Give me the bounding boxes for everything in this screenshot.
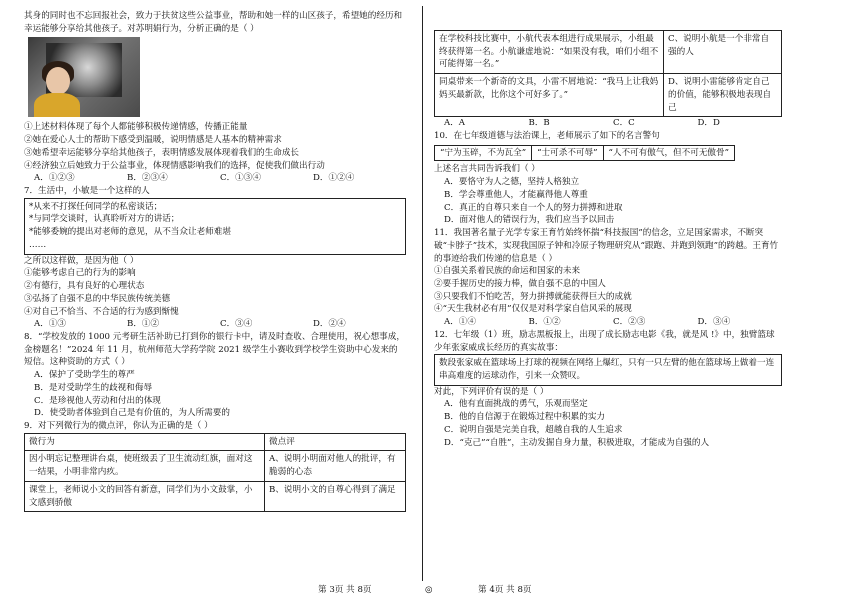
- q12-option-c: C．说明自强是完美自我，超越自我的人生追求: [444, 424, 623, 435]
- q11-stem: 11．我国著名量子光学专家王育竹始终怀揣“科技报国”的信念，立足国家需求，不断突破“卡脖子”技术，实现我国原子钟和冷原子物理研究从“跟跑、并跑到领跑”的跨越。王育竹的事迹给我们传递的信息是（ ）: [434, 228, 779, 264]
- table-cell-comment: C、说明小航是一个非常自强的人: [664, 31, 782, 74]
- right-column: [434, 30, 782, 449]
- q7-item-2: ②有德行，具有良好的心理状态: [24, 281, 145, 292]
- q6-options: [24, 172, 406, 185]
- q7-option-a: A．①③: [34, 319, 66, 330]
- q9-option-b: B．B: [528, 118, 550, 129]
- q7-reason: 之所以这样做，是因为他（ ）: [24, 255, 139, 266]
- q11-item-1: ①自强关系着民族的命运和国家的未来: [434, 266, 581, 277]
- table-cell-comment: A、说明小明面对他人的批评，有脆弱的心态: [265, 451, 406, 481]
- q9-option-a: A．A: [444, 118, 466, 129]
- q6-item-4: ④经济独立后她致力于公益事业，体现情感影响我们的选择，促使我们做出行动: [24, 160, 325, 171]
- q6-option-c: C．①③④: [220, 173, 261, 184]
- q10-stem: 10．在七年级道德与法治课上，老师展示了如下的名言警句: [434, 131, 660, 142]
- q7-option-c: C．③④: [220, 319, 253, 330]
- q11-item-3: ③只要我们不怕吃苦，努力拼搏就能获得巨大的成就: [434, 291, 632, 302]
- table-cell-behavior: 在学校科技比赛中，小航代表本组进行成果展示，小组最终获得第一名。小航谦虚地说：“如果没有我，咱们小组不可能得第一名。”: [435, 31, 664, 74]
- q9-options: [434, 117, 782, 130]
- table-row: [25, 451, 406, 481]
- table-header-row: [25, 433, 406, 451]
- q7-item-1: ①能够考虑自己的行为的影响: [24, 268, 136, 279]
- q10-option-b: B．学会尊重他人，才能赢得他人尊重: [444, 189, 588, 200]
- q6-item-1: ①上述材料体现了每个人都能够积极传递情感，传播正能量: [24, 122, 248, 133]
- q8-option-b: B．是对受助学生的歧视和侮辱: [34, 382, 153, 393]
- center-mark: ◎: [425, 585, 433, 595]
- table-cell-behavior: 课堂上，老师说小文的回答有新意，同学们为小文鼓掌，小文感到骄傲: [25, 481, 265, 511]
- table-cell-behavior: 因小明忘记整理讲台桌，使班级丢了卫生流动红旗，面对这一结果，小明非常内疚。: [25, 451, 265, 481]
- q7-options: [24, 318, 406, 331]
- q6-item-2: ②她在爱心人士的帮助下感受到温暖，说明情感是人基本的精神需求: [24, 135, 282, 146]
- q7-box: [24, 198, 406, 255]
- photo-woman: [28, 37, 140, 117]
- q12-box-text: 数段张家威在篮球场上打球的视频在网络上爆红，只有一只左臂的他在篮球场上做着一连串高难度的运球动作，引来一众赞叹。: [439, 358, 775, 381]
- q11-option-b: B．①②: [528, 317, 561, 328]
- q9-stem: 9．对下列微行为的微点评，你认为正确的是（ ）: [24, 420, 213, 431]
- q6-intro: 其身的同时也不忘回报社会，致力于扶贫这些公益事业，帮助和她一样的山区孩子，希望她的经历和幸运能够分享给其他孩子。对苏明娟行为，分析正确的是（ ）: [24, 11, 403, 34]
- q9-table-part1: [24, 433, 406, 513]
- table-cell-behavior: 同桌带来一个新奇的文具，小雷不屑地说：“我马上让我妈妈买最新款，比你这个可好多了。”: [435, 74, 664, 117]
- q9-table-part2: [434, 30, 782, 117]
- table-row: [435, 74, 782, 117]
- q8-option-d: D．使受助者体验到自己是有价值的，为人所需要的: [34, 408, 230, 419]
- table-cell-comment: D、说明小雷能够肯定自己的价值，能够积极地表现自己: [664, 74, 782, 117]
- page-number-right: 第 4页 共 8页: [478, 585, 532, 595]
- q10-ask: 上述名言共同告诉我们（ ）: [434, 164, 540, 175]
- q7-box-line: *能够委婉的提出对老师的意见，从不当众让老师难堪: [29, 227, 231, 238]
- q12-box: [434, 354, 782, 385]
- q7-stem: 7．生活中，小敏是一个这样的人: [24, 186, 150, 197]
- q7-item-4: ④对自己不恰当、不合适的行为感到惭愧: [24, 306, 179, 317]
- q11-options: [434, 316, 782, 329]
- q12-stem: 12．七年级（1）班，励志黑板报上，出现了成长励志电影《我，就是风 !》中，独臂篮球少年张家威成长经历的真实故事：: [434, 329, 775, 353]
- table-header-comment: 微点评: [265, 433, 406, 451]
- q8-option-c: C．是珍视他人劳动和付出的体现: [34, 395, 161, 406]
- q12-option-a: A．他有直面挑战的勇气，乐观而坚定: [444, 399, 588, 410]
- left-column: [24, 10, 406, 512]
- q12-option-b: B．他的自信源于在锻炼过程中积累的实力: [444, 412, 606, 423]
- q10-quotes: [435, 145, 735, 162]
- column-divider: [422, 6, 423, 581]
- table-row: [25, 481, 406, 511]
- q11-item-4: ④“天生我材必有用”仅仅是对科学家自信风采的展现: [434, 304, 632, 315]
- q8-option-a: A．保护了受助学生的尊严: [34, 370, 135, 381]
- table-row: [435, 31, 782, 74]
- q10-option-c: C．真正的自尊只来自一个人的努力拼搏和进取: [444, 202, 623, 213]
- page-number-left: 第 3页 共 8页: [318, 585, 372, 595]
- q12-option-d: D．“克己”“自胜”，主动发掘自身力量，积极进取，才能成为自强的人: [444, 437, 710, 448]
- q10-quote-1: “宁为玉碎，不为瓦全”: [434, 145, 532, 162]
- q6-option-d: D．①②④: [313, 173, 355, 184]
- q6-item-3: ③她希望幸运能够分享给其他孩子，表明情感发展体现着我们的生命成长: [24, 147, 300, 158]
- q10-option-a: A．要恪守为人之德，坚持人格独立: [444, 177, 580, 188]
- q8-stem: 8．“学校发放的 1000 元考研生活补助已打到你的银行卡中，请及时查收、合理使用，祝心想事成，金榜题名！”2024 年 11 月，杭州师范大学药学院 2021 级学生小赛收到学校学生资助中心发来的短信。这种资助的方式（ ）: [24, 331, 405, 368]
- q7-box-line: ……: [29, 239, 47, 250]
- q11-option-c: C．②③: [613, 317, 646, 328]
- q9-option-d: D．D: [697, 118, 720, 129]
- table-header-behavior: 微行为: [25, 433, 265, 451]
- q6-option-b: B．②③④: [127, 173, 168, 184]
- q11-option-d: D．③④: [697, 317, 731, 328]
- q7-option-b: B．①②: [127, 319, 160, 330]
- q11-item-2: ②要手握历史的接力棒，做自强不息的中国人: [434, 278, 606, 289]
- q6-option-a: A．①②③: [34, 173, 75, 184]
- q10-option-d: D．面对他人的错误行为，我们应当予以回击: [444, 215, 615, 226]
- table-cell-comment: B、说明小文的自尊心得到了满足: [265, 481, 406, 511]
- q7-box-line: *与同学交谈时，认真聆听对方的讲话；: [29, 214, 180, 225]
- q7-option-d: D．②④: [313, 319, 346, 330]
- q7-item-3: ③弘扬了自强不息的中华民族传统美德: [24, 293, 171, 304]
- q11-option-a: A．①④: [444, 317, 476, 328]
- q7-box-line: *从来不打探任何同学的私密谈话；: [29, 201, 163, 212]
- q9-option-c: C．C: [613, 118, 635, 129]
- q10-quote-2: “士可杀不可辱”: [531, 145, 603, 162]
- q10-quote-3: “人不可有傲气，但不可无傲骨”: [603, 145, 736, 162]
- q12-ask: 对此，下列评价有误的是（ ）: [434, 386, 549, 397]
